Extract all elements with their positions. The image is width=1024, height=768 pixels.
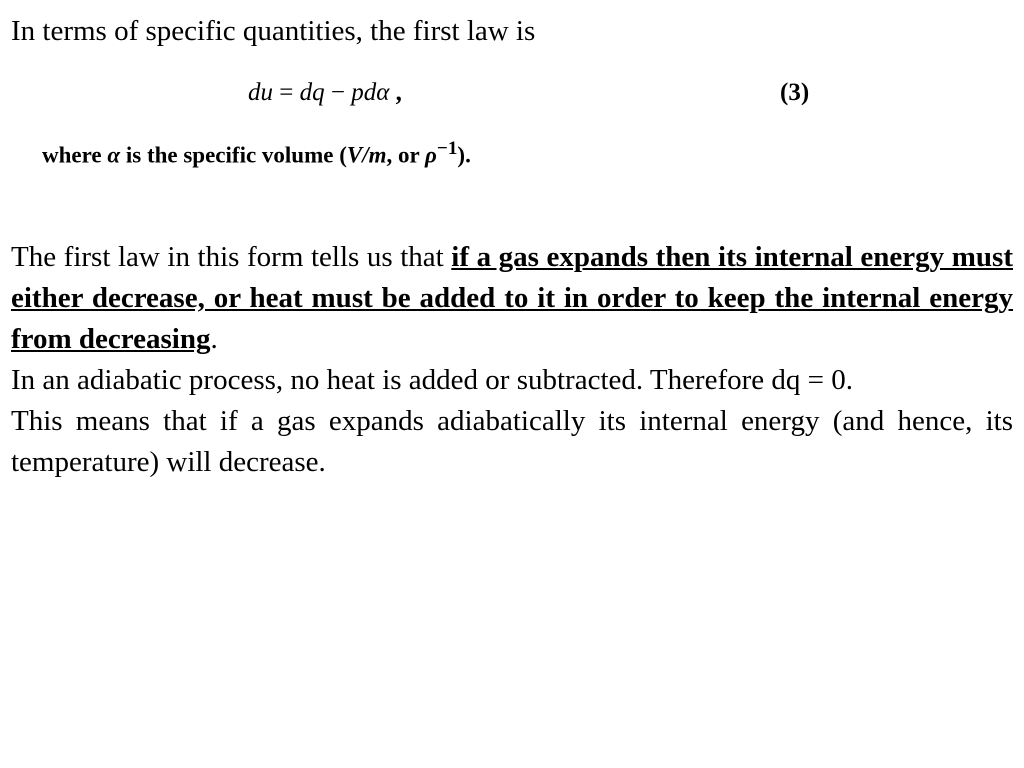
equation-comma: , [389, 79, 402, 106]
where-end: ). [457, 142, 471, 168]
where-suffix: , or [386, 142, 426, 168]
equation-term-pdalpha: pdα [351, 79, 390, 106]
paragraph-adiabatic-expansion: This means that if a gas expands adiabatically its internal energy (and hence, its temperature) will decrease. [11, 405, 1013, 478]
paragraph-first-law-meaning [11, 237, 1013, 360]
equation-minus: − [324, 79, 352, 106]
paragraph-adiabatic-process: In an adiabatic process, no heat is added or subtracted. Therefore dq = 0. [11, 364, 854, 396]
intro-sentence: In terms of specific quantities, the first law is [11, 15, 536, 47]
paragraph1-emphasis: if a gas expands then its internal energy must either decrease, or heat must be added to it in order to keep the internal energy from decreasing [11, 241, 1013, 355]
equation-number: (3) [780, 79, 810, 106]
equation-term-dq: dq [299, 79, 325, 106]
alpha-symbol: α [107, 142, 121, 168]
explanation-block [11, 237, 1013, 483]
equation-lhs: du [248, 79, 273, 106]
first-law-equation [248, 76, 402, 110]
where-prefix: where [42, 142, 108, 168]
specific-volume-definition [42, 133, 471, 172]
paragraph1-lead: The first law in this form tells us that [11, 241, 452, 273]
volume-ratio: V/m [346, 142, 387, 168]
rho-exponent: −1 [436, 138, 458, 159]
where-mid: is the specific volume ( [120, 142, 347, 168]
equation-equals: = [273, 79, 300, 106]
rho-symbol: ρ [425, 142, 437, 168]
paragraph1-tail: . [210, 323, 218, 355]
